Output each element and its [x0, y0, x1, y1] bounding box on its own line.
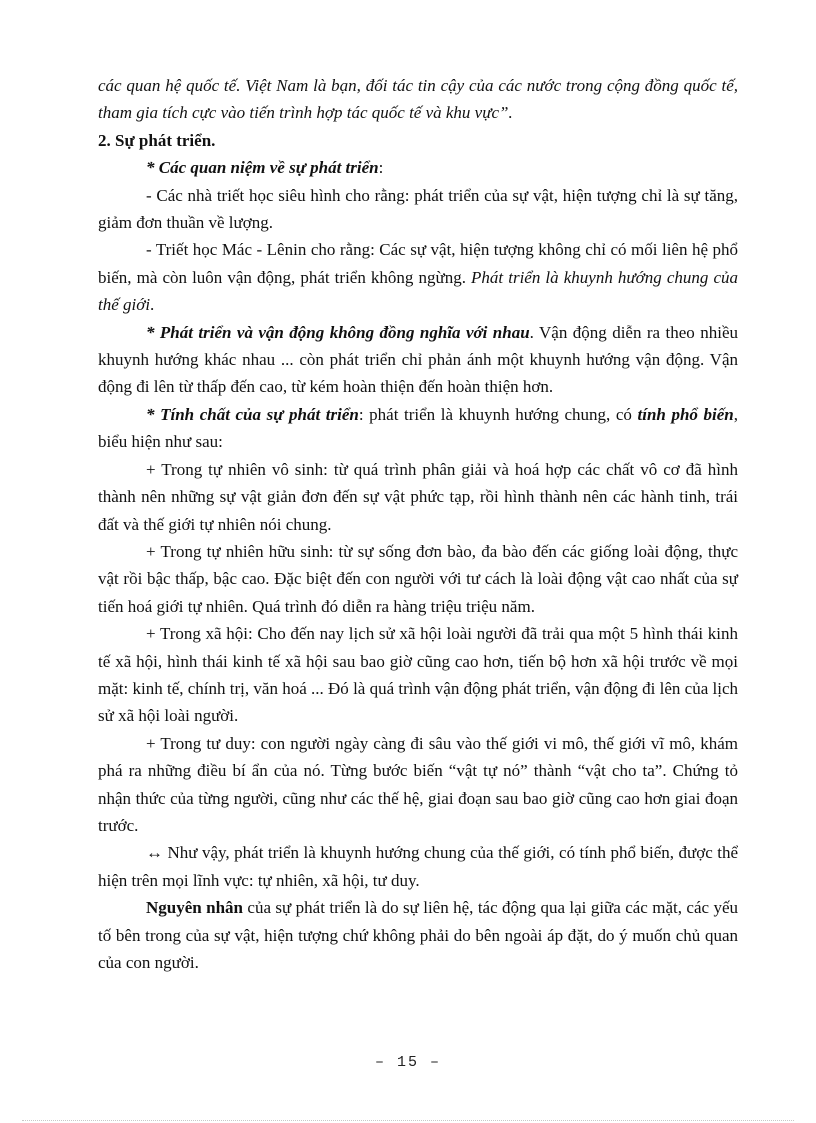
paragraph-conclusion: ↔ Như vậy, phát triển là khuynh hướng chung của thế giới, có tính phổ biến, được thể hiện trên mọi lĩnh vực: tự nhiên, xã hội, tư duy. [98, 843, 738, 890]
nature-title: * Tính chất của sự phát triển [146, 404, 359, 424]
paragraph-intro: các quan hệ quốc tế. Việt Nam là bạn, đối tác tin cậy của các nước trong cộng đồng quốc tế, tham gia tích cực vào tiến trình hợp tác quốc tế và khu vực”. [98, 76, 738, 123]
nature-bold: tính phổ biến [637, 404, 734, 424]
paragraph-inorganic: + Trong tự nhiên vô sinh: từ quá trình phân giải và hoá hợp các chất vô cơ đã hình thành nên những sự vật giản đơn đến sự vật phức tạp, rồi hình thành nên các hành tinh, trái đất và thế giới tự nhiên nói chung. [98, 459, 738, 534]
footer-divider [22, 1120, 794, 1121]
nature-text-2: , biểu hiện như sau: [98, 404, 738, 452]
paragraph-cause [98, 894, 738, 976]
document-body [98, 72, 738, 976]
paragraph-difference [98, 319, 738, 401]
paragraph-organic: + Trong tự nhiên hữu sinh: từ sự sống đơn bào, đa bào đến các giống loài động, thực vật rồi bậc thấp, bậc cao. Đặc biệt đến con người với tư cách là loài động vật cao nhất của sự tiến hoá giới tự nhiên. Quá trình đó diễn ra hàng triệu triệu năm. [98, 541, 738, 616]
concepts-colon: : [378, 158, 384, 178]
marxist-italic: Phát triển là khuynh hướng chung của thế giới [98, 267, 738, 315]
paragraph-thought: + Trong tư duy: con người ngày càng đi sâu vào thế giới vi mô, thế giới vĩ mô, khám phá ra những điều bí ẩn của nó. Từng bước biến “vật tự nó” thành “vật cho ta”. Chứng tỏ nhận thức của từng người, cũng như các thế hệ, giai đoạn sau bao giờ cũng cao hơn giai đoạn trước. [98, 733, 738, 835]
paragraph-metaphysics: - Các nhà triết học siêu hình cho rằng: phát triển của sự vật, hiện tượng chỉ là sự tăng, giảm đơn thuần về lượng. [98, 185, 738, 233]
marxist-text: - Triết học Mác - Lênin cho rằng: Các sự vật, hiện tượng không chỉ có mối liên hệ phổ biến, mà còn luôn vận động, phát triển không ngừng. [98, 240, 738, 287]
paragraph-marxist [98, 236, 738, 318]
difference-title: * Phát triển và vận động không đồng nghĩa với nhau [146, 322, 530, 342]
nature-text-1: : phát triển là khuynh hướng chung, có [358, 404, 638, 424]
marxist-end: . [150, 295, 155, 315]
page-number: – 15 – [374, 1054, 441, 1071]
section-heading: 2. Sự phát triển. [98, 130, 216, 150]
cause-text: của sự phát triển là do sự liên hệ, tác động qua lại giữa các mặt, các yếu tố bên trong của sự vật, hiện tượng chứ không phải do bên ngoài áp đặt, do ý muốn chủ quan của con người. [98, 898, 738, 972]
paragraph-society: + Trong xã hội: Cho đến nay lịch sử xã hội loài người đã trải qua một 5 hình thái kinh tế xã hội, hình thái kinh tế xã hội sau bao giờ cũng cao hơn, tiến bộ hơn xã hội trước về mọi mặt: kinh tế, chính trị, văn hoá ... Đó là quá trình vận động phát triển, vận động đi lên của lịch sử xã hội loài người. [98, 624, 738, 726]
paragraph-concepts-title [98, 154, 738, 181]
paragraph-nature [98, 401, 738, 456]
cause-bold: Nguyên nhân [146, 898, 244, 918]
concepts-title: * Các quan niệm về sự phát triển [146, 158, 379, 178]
difference-text: . Vận động diễn ra theo nhiều khuynh hướng khác nhau ... còn phát triển chỉ phản ánh một khuynh hướng vận động. Vận động đi lên từ thấp đến cao, từ kém hoàn thiện đến hoàn thiện hơn. [98, 322, 738, 397]
